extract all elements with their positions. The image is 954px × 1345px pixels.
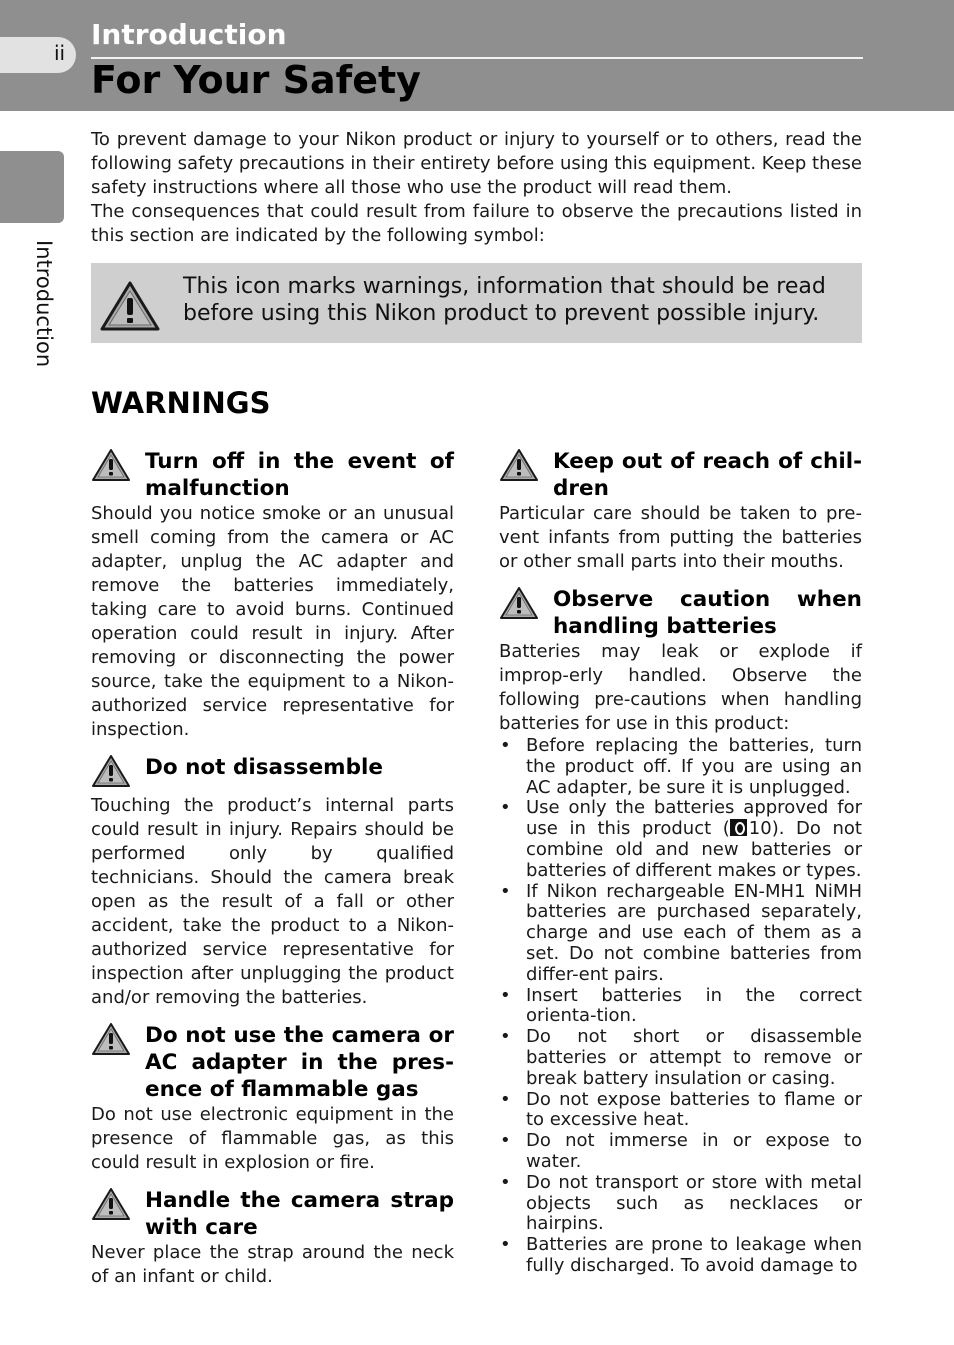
warning-triangle-icon — [91, 448, 131, 482]
page-number: ii — [54, 41, 66, 65]
warning-body: Touching the product’s internal parts could result in injury. Repairs should be performed only by qualified technicians. Should the camera break open as the result of a fall or other accident, take the product to a Nikon-authorized service representative for inspection after unplugging the product and/or removing the batteries. — [91, 795, 454, 1008]
bullet-text: Do not transport or store with metal objects such as necklaces or hairpins. — [526, 1171, 862, 1235]
intro-paragraph-2: The consequences that could result from failure to observe the precautions listed in this section are indicated by the following symbol: — [91, 201, 862, 246]
warning-body: Should you notice smoke or an unusual smell coming from the camera or AC adapter, unplug the AC adapter and remove the batteries immediately, taking care to avoid burns. Continued operation could result in injury. After removing or disconnecting the power source, take the equipment to a Nikon-authorized service representative for inspection. — [91, 503, 454, 740]
battery-precautions-list — [499, 736, 862, 1277]
section-label: Introduction — [91, 18, 287, 51]
list-item — [499, 882, 862, 986]
warning-symbol-notice — [91, 263, 862, 343]
bullet-mark: • — [500, 1171, 511, 1193]
warning-title: Turn off in the event of malfunction — [145, 449, 454, 501]
warning-triangle-icon — [91, 1187, 131, 1221]
warning-body: Never place the strap around the neck of an infant or child. — [91, 1242, 454, 1287]
warning-triangle-icon — [91, 754, 131, 788]
bullet-text-after-ref: ). Do not combine old and new batteries or batteries of different makes or types. — [526, 818, 862, 881]
bullet-text: Do not immerse in or expose to water. — [526, 1130, 862, 1172]
intro-text — [91, 128, 862, 248]
warning-item-camera-strap — [91, 1187, 454, 1289]
list-item — [499, 1027, 862, 1089]
list-item — [499, 798, 862, 881]
warning-title: Do not disassemble — [145, 755, 383, 780]
bullet-text — [526, 798, 862, 881]
warnings-left-column — [91, 448, 454, 1301]
bullet-mark: • — [500, 1026, 511, 1048]
warning-item-children — [499, 448, 862, 574]
warnings-heading: WARNINGS — [91, 386, 271, 420]
bullet-text-before-ref: Use only the batteries approved for use in this product ( — [526, 797, 862, 840]
bullet-mark: • — [500, 1088, 511, 1110]
bullet-mark: • — [500, 735, 511, 756]
warning-triangle-icon — [91, 1022, 131, 1056]
bullet-text: Do not expose batteries to flame or to excessive heat. — [526, 1088, 862, 1131]
intro-paragraph-1: To prevent damage to your Nikon product or injury to yourself or to others, read the following safety precautions in their entirety before using this equipment. Keep these safety instructions where all those who use the product will read them. — [91, 129, 862, 198]
bullet-text: Batteries are prone to leakage when fully discharged. To avoid damage to — [526, 1234, 862, 1276]
warning-title: Handle the camera strap with care — [145, 1188, 454, 1240]
warning-item-flammable-gas — [91, 1022, 454, 1175]
list-item — [499, 986, 862, 1028]
notice-text: This icon marks warnings, information that should be read before using this Nikon product to prevent possible injury. — [183, 274, 826, 326]
list-item — [499, 1235, 862, 1277]
bullet-text: Do not short or disassemble batteries or attempt to remove or break battery insulation or casing. — [526, 1026, 862, 1089]
bullet-mark: • — [500, 1130, 511, 1152]
warning-title: Do not use the camera or AC adapter in the pres-ence of flammable gas — [145, 1023, 454, 1102]
bullet-mark: • — [500, 880, 511, 902]
warning-body: Do not use electronic equipment in the presence of flammable gas, as this could result in explosion or fire. — [91, 1104, 454, 1173]
bullet-mark: • — [500, 1234, 511, 1256]
warning-body: Batteries may leak or explode if improp-erly handled. Observe the following pre-cautions when handling batteries for use in this product: — [499, 641, 862, 734]
warning-item-batteries — [499, 586, 862, 1277]
list-item — [499, 1173, 862, 1235]
warning-title: Keep out of reach of chil-dren — [553, 449, 862, 501]
bullet-text: If Nikon rechargeable EN-MH1 NiMH batteries are purchased separately, charge and use each of them as a set. Do not combine batteries from differ-ent pairs. — [526, 880, 862, 985]
warning-title: Observe caution when handling batteries — [553, 587, 862, 639]
list-item — [499, 1090, 862, 1132]
warnings-right-column — [499, 448, 862, 1289]
page-title: For Your Safety — [91, 58, 421, 102]
bullet-mark: • — [500, 984, 511, 1006]
warning-triangle-icon — [499, 448, 539, 482]
page-reference-icon — [730, 819, 747, 836]
warning-item-malfunction — [91, 448, 454, 742]
page-reference-number: 10 — [748, 818, 772, 840]
warning-item-disassemble — [91, 754, 454, 1010]
side-section-label: Introduction — [32, 240, 56, 368]
bullet-text: Insert batteries in the correct orienta-tion. — [526, 984, 862, 1027]
warning-body: Particular care should be taken to pre-vent infants from putting the batteries or other small parts into their mouths. — [499, 503, 862, 572]
bullet-text: Before replacing the batteries, turn the product off. If you are using an AC adapter, be sure it is unplugged. — [526, 735, 862, 798]
list-item — [499, 736, 862, 798]
warning-triangle-icon — [99, 280, 161, 332]
warning-triangle-icon — [499, 586, 539, 620]
side-section-tab — [0, 151, 64, 223]
list-item — [499, 1131, 862, 1173]
bullet-mark: • — [500, 797, 511, 819]
